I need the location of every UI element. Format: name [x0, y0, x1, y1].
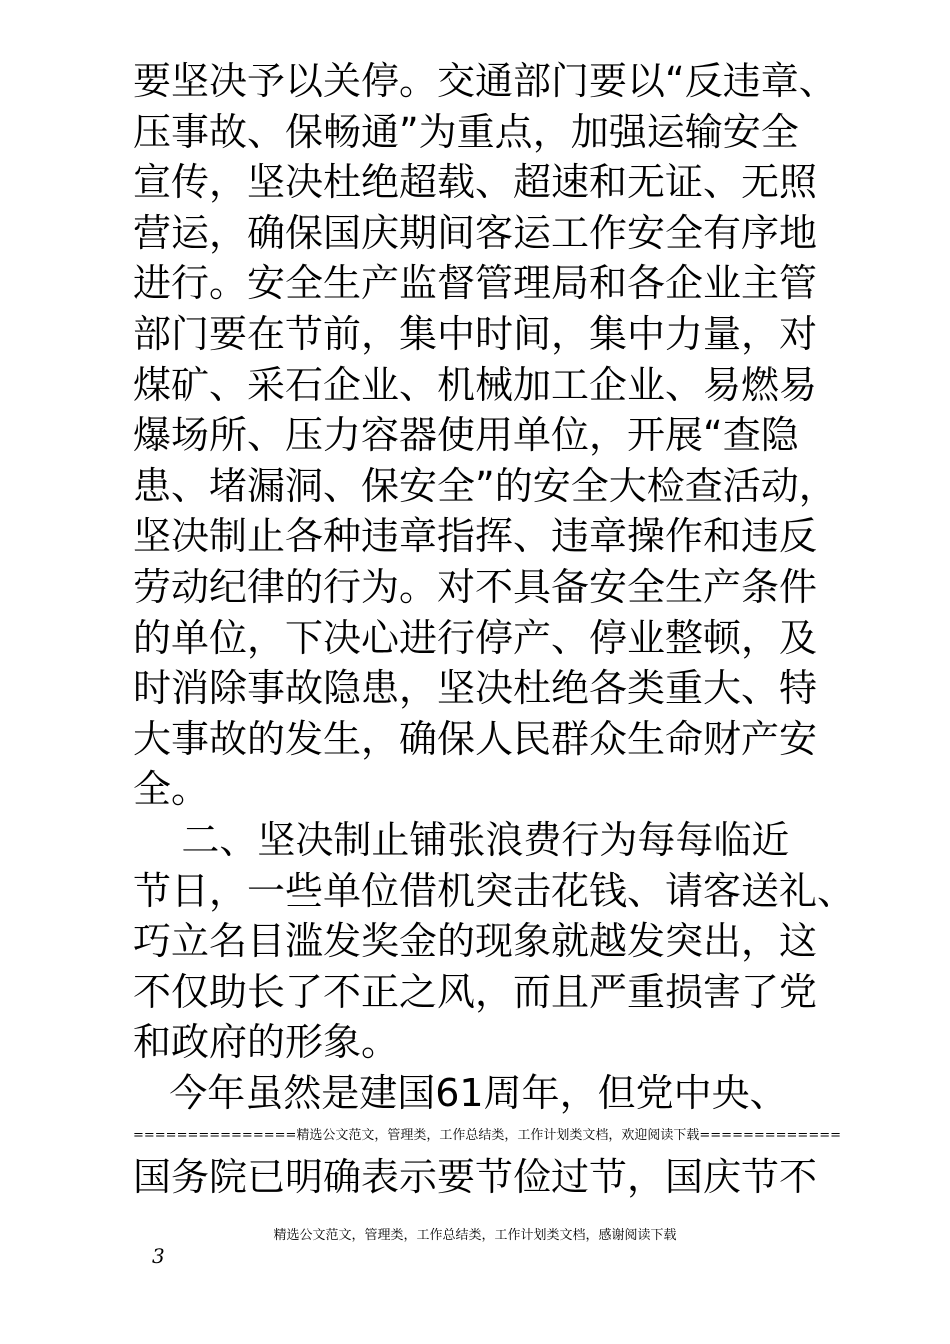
- page-footer: 精选公文范文，管理类，工作总结类，工作计划类文档，感谢阅读下载: [273, 1228, 677, 1243]
- body-line: 部门要在节前，集中时间，集中力量，对: [133, 311, 818, 356]
- body-line: 坚决制止各种违章指挥、违章操作和违反: [133, 514, 818, 559]
- body-line: 煤矿、采石企业、机械加工企业、易燃易: [133, 362, 818, 407]
- body-line: 巧立名目滥发奖金的现象就越发突出，这: [133, 919, 818, 964]
- body-line: 爆场所、压力容器使用单位，开展“查隐: [133, 413, 799, 458]
- body-line: 的单位，下决心进行停产、停业整顿，及: [133, 615, 818, 660]
- continued-text-line: 国务院已明确表示要节俭过节，国庆节不: [133, 1155, 818, 1199]
- page-number: 3: [152, 1244, 165, 1268]
- body-line: 患、堵漏洞、保安全”的安全大检查活动，: [133, 463, 837, 508]
- body-line: 全。: [133, 767, 210, 812]
- body-line: 大事故的发生，确保人民群众生命财产安: [133, 716, 818, 761]
- body-line: 时消除事故隐患，坚决杜绝各类重大、特: [133, 666, 818, 711]
- body-line: 二、坚决制止铺张浪费行为每每临近: [133, 817, 790, 862]
- body-text: [133, 56, 856, 1118]
- separator-line: ===============精选公文范文，管理类，工作总结类，工作计划类文档，欢迎阅读下载=============: [133, 1128, 841, 1143]
- body-line: 不仅助长了不正之风，而且严重损害了党: [133, 969, 818, 1014]
- body-line: 劳动纪律的行为。对不具备安全生产条件: [133, 564, 818, 609]
- body-line: 要坚决予以关停。交通部门要以“反违章、: [133, 59, 837, 103]
- body-line: 进行。安全生产监督管理局和各企业主管: [133, 261, 818, 306]
- body-line: 今年虽然是建国61周年，但党中央、: [133, 1070, 788, 1115]
- body-line: 节日，一些单位借机突击花钱、请客送礼、: [133, 868, 856, 913]
- body-line: 压事故、保畅通”为重点，加强运输安全: [133, 109, 799, 154]
- body-line: 宣传，坚决杜绝超载、超速和无证、无照: [133, 160, 818, 205]
- body-line: 和政府的形象。: [133, 1020, 400, 1065]
- body-line: 营运，确保国庆期间客运工作安全有序地: [133, 210, 818, 255]
